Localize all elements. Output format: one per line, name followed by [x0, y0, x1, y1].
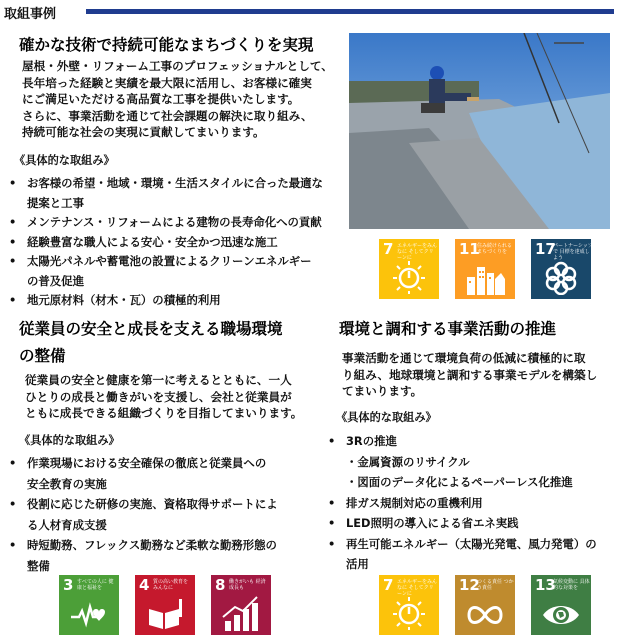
sdg-goal-11-badge	[455, 239, 515, 299]
section1-body-line: 持続可能な社会の実現に貢献してまいります。	[22, 125, 265, 139]
sdg-number: 4	[139, 576, 150, 594]
sdg-goal-4-badge	[135, 575, 195, 635]
list-item-continuation: 整備	[27, 558, 50, 573]
book-pencil-icon	[145, 595, 185, 631]
section2-title-line1: 従業員の安全と成長を支える職場環境	[19, 320, 283, 338]
list-item: • 経験豊富な職人による安心・安全かつ迅速な施工	[9, 233, 323, 253]
list-item: • 地元原材料（材木・瓦）の積極的利用	[9, 291, 323, 311]
sdg-goal-3-badge	[59, 575, 119, 635]
list-subitem: ・図面のデータ化によるペーパーレス化推進	[346, 475, 573, 489]
sdg-number: 11	[459, 240, 480, 258]
list-item: • 時短勤務、フレックス勤務など柔軟な勤務形態の	[9, 535, 278, 556]
header-rule	[86, 9, 614, 14]
list-item: • 太陽光パネルや蓄電池の設置によるクリーンエネルギー	[9, 252, 323, 272]
city-buildings-icon	[465, 259, 505, 295]
section1-body-line: 屋根・外壁・リフォーム工事のプロフェッショナルとして、	[22, 59, 333, 73]
sdg-number: 8	[215, 576, 226, 594]
section1-body-line: さらに、事業活動を通じて社会課題の解決に取り組み、	[22, 108, 313, 123]
section2-body-line: 従業員の安全と健康を第一に考えるとともに、一人	[25, 373, 292, 387]
list-item: • お客様の希望・地域・環境・生活スタイルに合った最適な	[9, 174, 323, 194]
section1-list	[9, 174, 323, 311]
section3-body-line: てまいります。	[342, 384, 423, 398]
list-item: • 排ガス規制対応の重機利用	[328, 493, 597, 514]
section2-body-line: ともに成長できる組織づくりを目指してまいります。	[25, 406, 303, 420]
sdg-goal-13-badge	[531, 575, 591, 635]
list-item: • 作業現場における安全確保の徹底と従業員への	[9, 453, 278, 474]
section3-body-line: り組み、地球環境と調和する事業モデルを構築し	[342, 367, 598, 382]
section2-title-line2: の整備	[19, 347, 66, 365]
sdg-caption: 住み続けられる まちづくりを	[477, 243, 513, 255]
sdg-caption: 質の高い教育を みんなに	[153, 579, 189, 591]
sdg-caption: つくる責任 つかう責任	[477, 579, 514, 591]
section2-subheading: 《具体的な取組み》	[19, 434, 120, 447]
sdg-goal-8-badge	[211, 575, 271, 635]
infinity-icon	[465, 595, 505, 631]
sun-power-icon	[389, 595, 429, 631]
sdg-number: 3	[63, 576, 74, 594]
header-label: 取組事例	[4, 7, 57, 22]
sdg-goal-7-badge	[379, 239, 439, 299]
section1-body-line: 長年培った経験と実績を最大限に活用し、お客様に確実	[22, 75, 312, 90]
sdg-caption: エネルギーをみんなに そしてクリーンに	[397, 243, 438, 261]
section2-list	[9, 453, 278, 576]
sdg-caption: パートナーシップで 目標を達成しよう	[553, 243, 593, 261]
list-subitem: ・金属資源のリサイクル	[346, 454, 470, 469]
section3-body	[342, 350, 597, 400]
growth-chart-icon	[221, 595, 261, 631]
roofer-photo	[349, 33, 610, 229]
list-item: • メンテナンス・リフォームによる建物の長寿命化への貢献	[9, 213, 323, 233]
partnership-flower-icon	[541, 259, 581, 295]
sdg-goal-12-badge	[455, 575, 515, 635]
sdg-caption: エネルギーをみんなに そしてクリーンに	[397, 579, 438, 597]
sdg-number: 7	[383, 576, 394, 594]
section3-list	[328, 431, 597, 575]
eye-globe-icon	[541, 595, 581, 631]
section2-body	[25, 372, 302, 422]
sdg-caption: 働きがいも 経済成長も	[229, 579, 266, 591]
list-item-continuation: 活用	[346, 557, 369, 571]
section3-title: 環境と調和する事業活動の推進	[339, 320, 557, 338]
section1-body-line: にご満足いただける高品質な工事を提供いたします。	[22, 92, 300, 106]
section3-body-line: 事業活動を通じて環境負荷の低減に積極的に取	[342, 351, 586, 365]
section3-subheading: 《具体的な取組み》	[336, 411, 437, 424]
list-item-continuation: 安全教育の実施	[27, 476, 107, 491]
sdg-number: 17	[535, 240, 556, 258]
list-item: • 3Rの推進	[328, 431, 597, 452]
list-item-continuation: 提案と工事	[27, 195, 84, 210]
section1-title: 確かな技術で持続可能なまちづくりを実現	[19, 36, 314, 54]
page-header	[0, 0, 620, 24]
list-item-continuation: の普及促進	[27, 273, 84, 288]
sdg-caption: すべての人に 健康と福祉を	[77, 579, 114, 591]
section1-subheading: 《具体的な取組み》	[14, 154, 115, 167]
list-item: • LED照明の導入による省エネ実践	[328, 513, 597, 534]
sdg-goal-17-badge	[531, 239, 591, 299]
list-item: • 再生可能エネルギー（太陽光発電、風力発電）の	[328, 534, 597, 555]
section2-body-line: ひとりの成長と働きがいを支援し、会社と従業員が	[25, 389, 292, 404]
section1-body	[22, 58, 333, 141]
sdg-goal-7-badge	[379, 575, 439, 635]
sdg-number: 13	[535, 576, 556, 594]
sdg-number: 7	[383, 240, 394, 258]
sdg-number: 12	[459, 576, 480, 594]
heartbeat-icon	[69, 595, 109, 631]
sdg-caption: 気候変動に 具体的な対策を	[553, 579, 590, 591]
list-item: • 役割に応じた研修の実施、資格取得サポートによ	[9, 494, 278, 515]
list-item-continuation: る人材育成支援	[27, 517, 107, 532]
sun-power-icon	[389, 259, 429, 295]
